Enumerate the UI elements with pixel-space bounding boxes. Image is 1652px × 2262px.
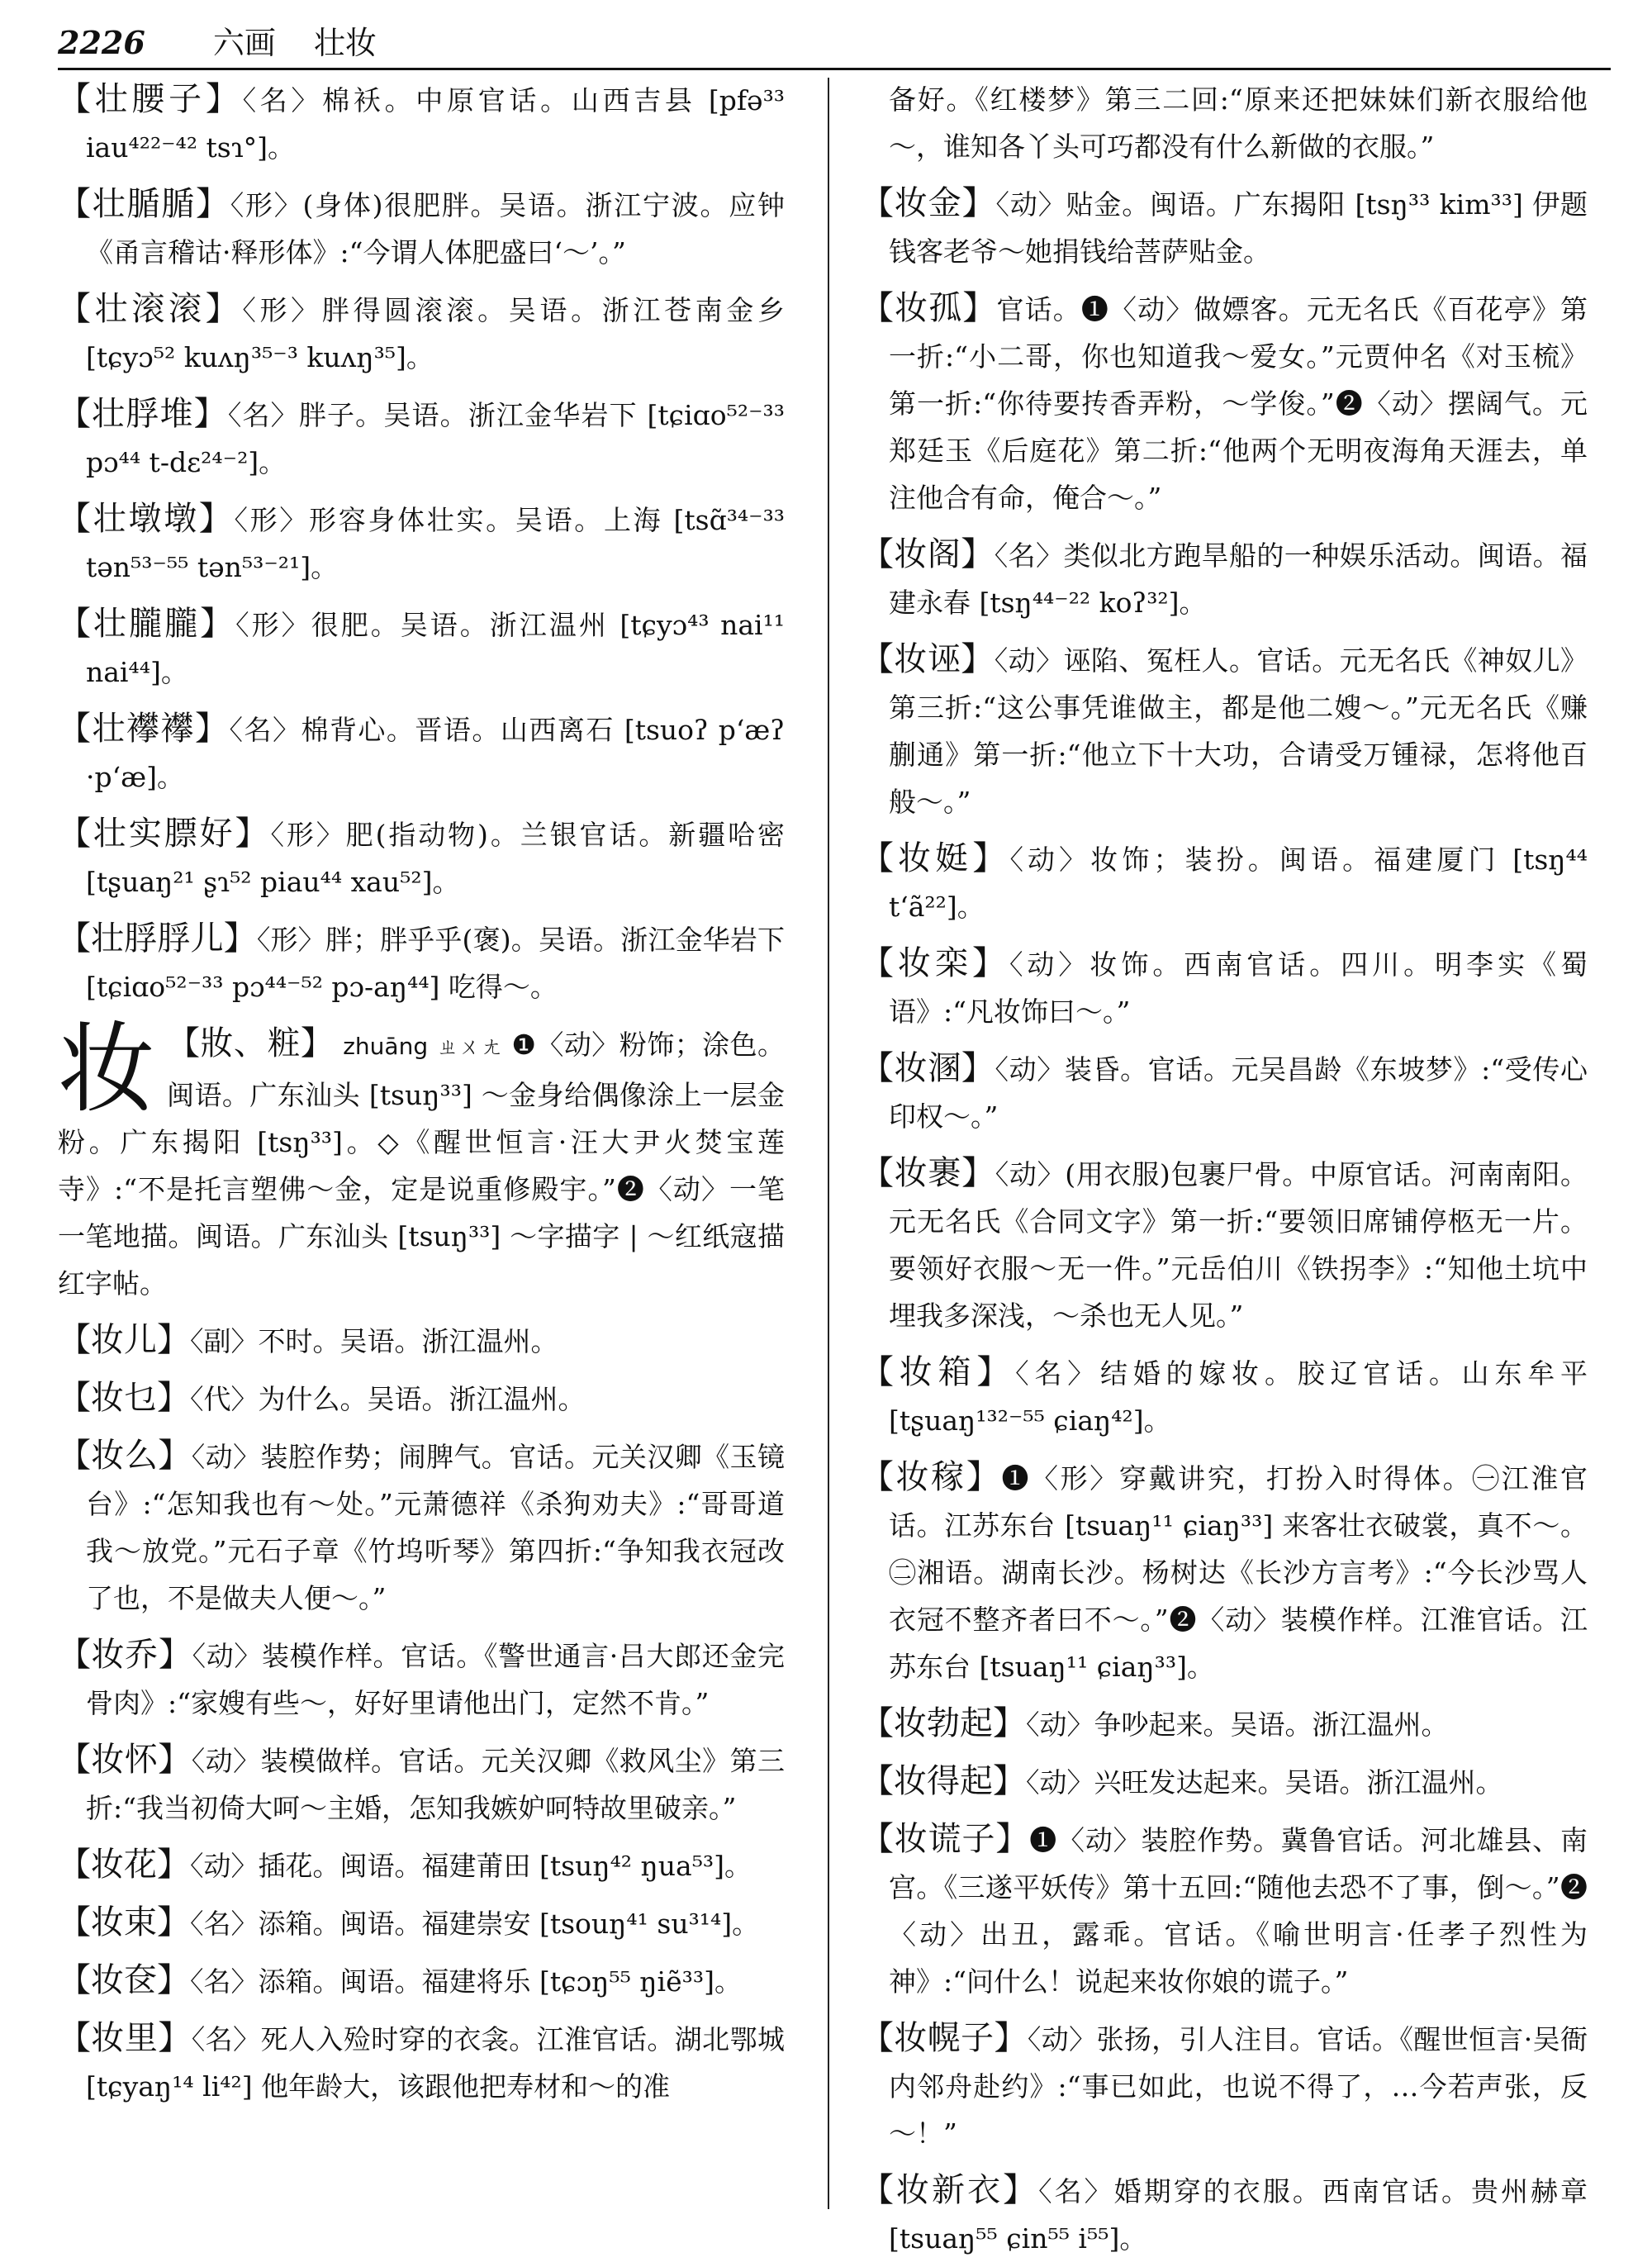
entry-headword: 【 妆花 】 xyxy=(58,1846,190,1884)
dictionary-entry xyxy=(861,835,1588,930)
dictionary-entry xyxy=(58,1433,785,1622)
entry-headword: 【 妆乔 】 xyxy=(58,1636,192,1674)
dictionary-entry xyxy=(861,285,1588,521)
dictionary-entry xyxy=(861,531,1588,626)
entry-headword: 【 妆怀 】 xyxy=(58,1741,192,1779)
entry-headword: 【 妆裹 】 xyxy=(861,1154,995,1192)
dictionary-entry xyxy=(58,1632,785,1727)
entry-headword: 【 壮实膘好 】 xyxy=(58,815,270,853)
entry-definition: 〈动〉妆饰。西南官话。四川。明李实《蜀语》:“凡妆饰曰～。” xyxy=(889,948,1588,1028)
dictionary-entry xyxy=(861,2015,1588,2157)
header-range: 壮妆 xyxy=(313,25,377,61)
dictionary-entry xyxy=(58,1737,785,1832)
entry-definition: 〈名〉结婚的嫁妆。胶辽官话。山东牟平 [tʂuaŋ¹³²⁻⁵⁵ ɕiaŋ⁴²]。 xyxy=(889,1357,1588,1437)
entry-headword: 【 妆幌子 】 xyxy=(861,2019,1028,2057)
entry-headword: 【 妆溷 】 xyxy=(861,1049,995,1087)
entry-headword: 【 妆勃起 】 xyxy=(861,1704,1026,1742)
entry-definition: 〈名〉棉袄。中原官话。山西吉县 [pfə³³ iau⁴²²⁻⁴² tsɿ°]。 xyxy=(86,84,786,164)
entry-definition: 〈名〉类似北方跑旱船的一种娱乐活动。闽语。福建永春 [tsŋ⁴⁴⁻²² koʔ³²]。 xyxy=(889,539,1588,619)
dictionary-entry xyxy=(58,1957,785,2005)
entry-headword: 【 妆孤 】 xyxy=(861,289,997,327)
entry-definition: 〈名〉死人入殓时穿的衣衾。江淮官话。湖北鄂城 [tɕyaŋ¹⁴ li⁴²] 他年龄大，该跟他把寿材和～的准 xyxy=(86,2023,786,2103)
right-column xyxy=(861,76,1588,2255)
entry-headword: 【 妆阁 】 xyxy=(861,535,995,573)
dictionary-entry xyxy=(58,1841,785,1889)
dictionary-entry xyxy=(58,706,785,801)
entry-definition: 备好。《红楼梦》第三二回:“原来还把妹妹们新衣服给他～，谁知各丫头可巧都没有什么新做的衣服。” xyxy=(889,83,1588,163)
dictionary-entry xyxy=(58,2015,785,2110)
page-number: 2226 xyxy=(58,24,145,61)
entry-headword: 【 妆得起 】 xyxy=(861,1762,1026,1800)
entry-headword: 【 妆谎子 】 xyxy=(861,1820,1029,1858)
dictionary-entry xyxy=(861,1816,1588,2005)
entry-headword: 【 妆栾 】 xyxy=(861,944,1009,982)
page-header xyxy=(58,18,1611,70)
entry-definition: 〈形〉肥(指动物)。兰银官话。新疆哈密 [tʂuaŋ²¹ ʂɿ⁵² piau⁴⁴ xau⁵²]。 xyxy=(86,819,785,898)
entry-headword: 【 妆金 】 xyxy=(861,184,995,222)
entry-definition: ❶〈动〉装腔作势。冀鲁官话。河北雄县、南宫。《三遂平妖传》第十五回:“随他去恐不了事，倒～。”❷〈动〉出丑，露乖。官话。《喻世明言·任孝子烈性为神》:“问什么！说起来妆你娘的谎子。” xyxy=(889,1824,1588,1998)
entry-headword: 【 妆稼 】 xyxy=(861,1458,1001,1496)
dictionary-entry xyxy=(58,810,785,905)
entry-headword: 【 妆儿 】 xyxy=(58,1321,190,1359)
dictionary-entry xyxy=(861,636,1588,825)
entry-definition: 〈动〉(用衣服)包裹尸骨。中原官话。河南南阳。元无名氏《合同文字》第一折:“要领旧席铺停柩无一片。要领好衣服～无一件。”元岳伯川《铁拐李》:“知他土坑中埋我多深浅，～杀也无人见。” xyxy=(889,1158,1588,1332)
entry-definition: 〈动〉装模作样。官话。《警世通言·吕大郎还金完骨肉》:“家嫂有些～，好好里请他出门，定然不肯。” xyxy=(86,1640,786,1719)
entry-definition: 〈动〉装模做样。官话。元关汉卿《救风尘》第三折:“我当初倚大呵～主婚，怎知我嫉妒呵特故里破亲。” xyxy=(86,1745,786,1824)
entry-definition: 官话。❶〈动〉做嫖客。元无名氏《百花亭》第一折:“小二哥，你也知道我～爱女。”元贾仲名《对玉梳》第一折:“你待要抟香弄粉，～学俊。”❷〈动〉摆阔气。元郑廷玉《后庭花》第二折:“他两个无明夜海角天涯去，单注他合有命，俺合～。” xyxy=(889,293,1588,514)
dictionary-entry xyxy=(58,915,785,1010)
entry-headword: 【 壮朧朧 】 xyxy=(58,605,235,643)
entry-definition: 〈动〉兴旺发达起来。吴语。浙江温州。 xyxy=(1026,1766,1503,1799)
entry-headword: 【 壮墩墩 】 xyxy=(58,500,234,538)
dictionary-entry xyxy=(58,1375,785,1423)
entry-headword: 【 妆里 】 xyxy=(58,2019,192,2057)
head-character: 妆 xyxy=(58,1012,156,1126)
dictionary-entry xyxy=(58,181,785,276)
left-column xyxy=(58,76,785,2216)
entry-definition: 〈代〉为什么。吴语。浙江温州。 xyxy=(190,1383,586,1415)
dictionary-entry xyxy=(861,180,1588,275)
head-pinyin: zhuāng xyxy=(343,1033,429,1060)
entry-headword: 【 妆诬 】 xyxy=(861,640,995,678)
dictionary-entry xyxy=(861,1349,1588,1444)
entry-definition: 〈形〉形容身体壮实。吴语。上海 [tsɑ̃³⁴⁻³³ tən⁵³⁻⁵⁵ tən⁵³⁻²¹]。 xyxy=(86,504,786,583)
entry-definition: 〈动〉贴金。闽语。广东揭阳 [tsŋ³³ kim³³] 伊题钱客老爷～她捐钱给菩萨贴金。 xyxy=(889,188,1588,268)
entry-definition: 〈名〉添箱。闽语。福建将乐 [tɕɔŋ⁵⁵ ŋiẽ³³]。 xyxy=(190,1965,742,1998)
entry-definition: 〈名〉婚期穿的衣服。西南官话。贵州赫章 [tsuaŋ⁵⁵ ɕin⁵⁵ i⁵⁵]。 xyxy=(889,2175,1588,2255)
entry-headword: 【 壮襻襻 】 xyxy=(58,710,229,748)
entry-definition: 〈动〉争吵起来。吴语。浙江温州。 xyxy=(1026,1708,1449,1741)
dictionary-entry xyxy=(58,601,785,696)
head-definition: ❶〈动〉粉饰；涂色。闽语。广东汕头 [tsuŋ³³] ～金身给偶像涂上一层金粉。广东揭阳 [tsŋ³³]。◇《醒世恒言·汪大尹火焚宝莲寺》:“不是托言塑佛～金，定是说重修殿宇。”❷〈动〉一笔一笔地描。闽语。广东汕头 [tsuŋ³³] ～字描字 | ～红纸寇描红字帖。 xyxy=(58,1029,785,1300)
entry-definition: 〈名〉胖子。吴语。浙江金华岩下 [tɕiɑo⁵²⁻³³ pɔ⁴⁴ t-dɛ²⁴⁻²]。 xyxy=(86,399,785,478)
dictionary-entry xyxy=(861,940,1588,1035)
column-divider xyxy=(828,78,829,2209)
entry-definition: 〈动〉插花。闽语。福建莆田 [tsuŋ⁴² ŋua⁵³]。 xyxy=(190,1850,752,1882)
entry-headword: 【 妆箱 】 xyxy=(861,1353,1015,1391)
entry-definition: 〈动〉装昏。官话。元吴昌龄《东坡梦》:“受传心印权～。” xyxy=(889,1053,1588,1133)
head-zhuyin: ㄓㄨㄤ xyxy=(437,1035,503,1060)
entry-definition: ❶〈形〉穿戴讲究，打扮入时得体。㊀江淮官话。江苏东台 [tsuaŋ¹¹ ɕiaŋ³³] 来客壮衣破裳，真不～。㊁湘语。湖南长沙。杨树达《长沙方言考》:“今长沙骂人衣冠不整齐者曰不～。”❷〈动〉装模作样。江淮官话。江苏东台 [tsuaŋ¹¹ ɕiaŋ³³]。 xyxy=(889,1462,1588,1683)
entry-definition: 〈名〉棉背心。晋语。山西离石 [tsuoʔ pʻæʔ ·pʻæ]。 xyxy=(86,714,786,793)
entry-definition: 〈形〉胖得圆滚滚。吴语。浙江苍南金乡 [tɕyɔ⁵² kuʌŋ³⁵⁻³ kuʌŋ³⁵]。 xyxy=(86,294,786,373)
head-character-entry xyxy=(58,1012,785,1307)
dictionary-entry xyxy=(861,76,1588,170)
entry-definition: 〈形〉(身体)很肥胖。吴语。浙江宁波。应钟《甬言稽诂·释形体》:“今谓人体肥盛曰‘～’。” xyxy=(86,189,785,268)
entry-definition: 〈形〉很肥。吴语。浙江温州 [tɕyɔ⁴³ nai¹¹ nai⁴⁴]。 xyxy=(86,609,786,688)
dictionary-entry xyxy=(58,286,785,381)
dictionary-entry xyxy=(58,76,785,171)
dictionary-entry xyxy=(861,1150,1588,1339)
head-variants: 【妝、粧】 xyxy=(167,1024,335,1062)
entry-headword: 【 妆娗 】 xyxy=(861,839,1009,877)
entry-definition: 〈副〉不时。吴语。浙江温州。 xyxy=(190,1325,558,1357)
dictionary-entry xyxy=(861,1454,1588,1690)
dictionary-entry xyxy=(58,1317,785,1365)
entry-headword: 【 壮脬脬儿 】 xyxy=(58,920,257,958)
entry-headword: 【 妆新衣 】 xyxy=(861,2171,1038,2209)
entry-headword: 【 妆束 】 xyxy=(58,1903,190,1941)
entry-headword: 【 壮腰子 】 xyxy=(58,80,243,118)
entry-definition: 〈名〉添箱。闽语。福建崇安 [tsouŋ⁴¹ su³¹⁴]。 xyxy=(190,1908,760,1940)
section-label: 六画 xyxy=(212,25,276,61)
entry-headword: 【 妆么 】 xyxy=(58,1437,192,1475)
dictionary-entry xyxy=(58,391,785,486)
entry-headword: 【 壮滚滚 】 xyxy=(58,290,242,328)
dictionary-entry xyxy=(861,1045,1588,1140)
entry-definition: 〈动〉张扬，引人注目。官话。《醒世恒言·吴衙内邻舟赴约》:“事已如此，也说不得了，…今若声张，反～！” xyxy=(889,2023,1588,2150)
dictionary-entry xyxy=(861,1758,1588,1806)
dictionary-entry xyxy=(58,1899,785,1947)
dictionary-entry xyxy=(861,1700,1588,1748)
entry-definition: 〈动〉装腔作势；闹脾气。官话。元关汉卿《玉镜台》:“怎知我也有～处。”元萧德祥《杀狗劝夫》:“哥哥道我～放党。”元石子章《竹坞听琴》第四折:“争知我衣冠改了也，不是做夫人便～。” xyxy=(86,1441,786,1614)
dictionary-entry xyxy=(58,496,785,591)
entry-definition: 〈动〉妆饰；装扮。闽语。福建厦门 [tsŋ⁴⁴ tʻã²²]。 xyxy=(889,843,1588,923)
entry-definition: 〈形〉胖；胖乎乎(褒)。吴语。浙江金华岩下 [tɕiɑo⁵²⁻³³ pɔ⁴⁴⁻⁵² pɔ-aŋ⁴⁴] 吃得～。 xyxy=(86,924,786,1003)
entry-headword: 【 妆乜 】 xyxy=(58,1379,190,1417)
dictionary-entry xyxy=(861,2167,1588,2262)
entry-headword: 【 壮腯腯 】 xyxy=(58,185,230,223)
entry-definition: 〈动〉诬陷、冤枉人。官话。元无名氏《神奴儿》第三折:“这公事凭谁做主，都是他二嫂～。”元无名氏《赚蒯通》第一折:“他立下十大功，合请受万锺禄，怎将他百般～。” xyxy=(889,644,1588,818)
entry-headword: 【 壮脬堆 】 xyxy=(58,395,228,433)
entry-headword: 【 妆奁 】 xyxy=(58,1961,190,1999)
